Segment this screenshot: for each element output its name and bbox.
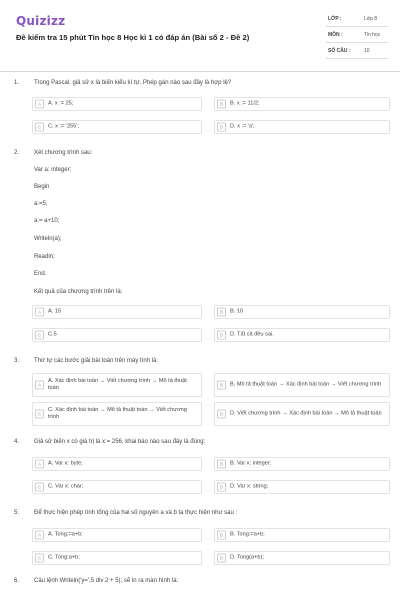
option-text: C. Var x: char; bbox=[48, 483, 84, 490]
option-letter: D bbox=[217, 554, 226, 563]
option-b[interactable] bbox=[214, 305, 390, 319]
code-line: Writeln(a); bbox=[34, 236, 62, 242]
option-c[interactable] bbox=[32, 120, 202, 134]
option-text: B. x := 11/2; bbox=[230, 100, 260, 107]
option-a[interactable] bbox=[32, 97, 202, 111]
worksheet-header bbox=[0, 0, 400, 70]
option-letter: A bbox=[35, 460, 44, 469]
option-text: B. 10 bbox=[230, 308, 244, 315]
option-d[interactable] bbox=[214, 120, 390, 134]
option-letter: A bbox=[35, 381, 44, 390]
question-number: 4. bbox=[14, 439, 20, 445]
code-line: a:=5; bbox=[34, 201, 48, 207]
question-text: Giả sử biến x có giá trị là x:= 256, khai báo nào sau đây là đúng: bbox=[34, 439, 206, 445]
question-number: 6. bbox=[14, 578, 20, 584]
option-c[interactable] bbox=[32, 480, 202, 494]
option-letter: D bbox=[217, 331, 226, 340]
header-divider bbox=[0, 71, 400, 72]
code-line: Readln; bbox=[34, 254, 55, 260]
option-letter: D bbox=[217, 123, 226, 132]
option-b[interactable] bbox=[214, 97, 390, 111]
option-text: D. Tất cả đều sai. bbox=[230, 331, 274, 338]
option-b[interactable] bbox=[214, 373, 390, 397]
option-letter: D bbox=[217, 410, 226, 419]
meta-value: Tin học bbox=[364, 32, 381, 38]
option-text: B. Tong:=a+b; bbox=[230, 531, 265, 538]
option-a[interactable] bbox=[32, 373, 202, 397]
option-text: A. Xác định bài toán → Viết chương trình → Mô tả thuật toán bbox=[48, 378, 187, 391]
option-text: D. x := 'a'; bbox=[230, 123, 255, 130]
option-letter: C bbox=[35, 123, 44, 132]
option-text: C. Xác định bài toán → Mô tả thuật toán → Viết chương trình bbox=[48, 407, 187, 420]
question-text: Câu lệnh Writeln('y=',5 div 2 + 5); sẽ in ra màn hình là: bbox=[34, 578, 179, 584]
option-text: A. Var x: byte; bbox=[48, 460, 83, 467]
option-c[interactable] bbox=[32, 328, 202, 342]
option-letter: A bbox=[35, 100, 44, 109]
option-text: B. Var x: integer; bbox=[230, 460, 272, 467]
option-d[interactable] bbox=[214, 402, 390, 426]
option-a[interactable] bbox=[32, 305, 202, 319]
question-number: 5. bbox=[14, 510, 20, 516]
option-letter: B bbox=[217, 381, 226, 390]
question-text: Thứ tự các bước giải bài toán trên máy tính là: bbox=[34, 358, 159, 364]
meta-question-count bbox=[326, 45, 388, 59]
option-letter: B bbox=[217, 531, 226, 540]
option-text: A. Tong:=a+b; bbox=[48, 531, 83, 538]
option-text: C.5 bbox=[48, 331, 57, 338]
option-text: D. Var x: string; bbox=[230, 483, 269, 490]
option-letter: B bbox=[217, 308, 226, 317]
option-letter: B bbox=[217, 100, 226, 109]
option-a[interactable] bbox=[32, 457, 202, 471]
meta-label: SỐ CÂU : bbox=[328, 48, 351, 54]
question-number: 1. bbox=[14, 80, 20, 86]
option-text: C. Tong:a+b; bbox=[48, 554, 80, 561]
option-c[interactable] bbox=[32, 402, 202, 426]
question-number: 3. bbox=[14, 358, 20, 364]
meta-subject bbox=[326, 29, 388, 43]
meta-label: LỚP : bbox=[328, 16, 342, 22]
question-text: Để thực hiện phép tính tổng của hai số nguyên a và b ta thực hiện như sau : bbox=[34, 510, 238, 516]
option-b[interactable] bbox=[214, 528, 390, 542]
meta-value: Lớp 8 bbox=[364, 16, 378, 22]
option-text: D. Tong(a+b); bbox=[230, 554, 264, 561]
meta-class bbox=[326, 13, 388, 27]
meta-label: MÔN : bbox=[328, 32, 343, 38]
option-letter: C bbox=[35, 483, 44, 492]
code-line: a:= a+10; bbox=[34, 218, 60, 224]
option-letter: B bbox=[217, 460, 226, 469]
quizizz-logo: Quizizz bbox=[16, 14, 66, 28]
option-d[interactable] bbox=[214, 328, 390, 342]
worksheet-title: Đề kiểm tra 15 phút Tin học 8 Học kì 1 có đáp án (Bài số 2 - Đề 2) bbox=[16, 33, 250, 42]
option-b[interactable] bbox=[214, 457, 390, 471]
meta-value: 10 bbox=[364, 48, 370, 54]
option-letter: A bbox=[35, 308, 44, 317]
option-c[interactable] bbox=[32, 551, 202, 565]
question-number: 2. bbox=[14, 150, 20, 156]
option-letter: C bbox=[35, 410, 44, 419]
option-text: B. Mô tả thuật toán → Xác định bài toán → Viết chương trình bbox=[230, 381, 382, 388]
option-text: A. x := 25; bbox=[48, 100, 74, 107]
option-letter: C bbox=[35, 554, 44, 563]
option-letter: D bbox=[217, 483, 226, 492]
question-text: Trong Pascal, giả sử x là biến kiểu kí tự. Phép gán nào sau đây là hợp lệ? bbox=[34, 80, 232, 86]
option-text: A. 15 bbox=[48, 308, 62, 315]
option-text: C. x := '255'; bbox=[48, 123, 79, 130]
code-line: Begin bbox=[34, 184, 50, 190]
question-text: Xét chương trình sau: bbox=[34, 150, 93, 156]
option-d[interactable] bbox=[214, 551, 390, 565]
option-text: D. Viết chương trình → Xác định bài toán → Mô tả thuật toán bbox=[230, 410, 382, 417]
option-letter: C bbox=[35, 331, 44, 340]
code-line: Var a: integer; bbox=[34, 167, 72, 173]
option-d[interactable] bbox=[214, 480, 390, 494]
option-a[interactable] bbox=[32, 528, 202, 542]
code-line: End. bbox=[34, 271, 47, 277]
question-subtext: Kết quả của chương trình trên là: bbox=[34, 289, 123, 295]
option-letter: A bbox=[35, 531, 44, 540]
